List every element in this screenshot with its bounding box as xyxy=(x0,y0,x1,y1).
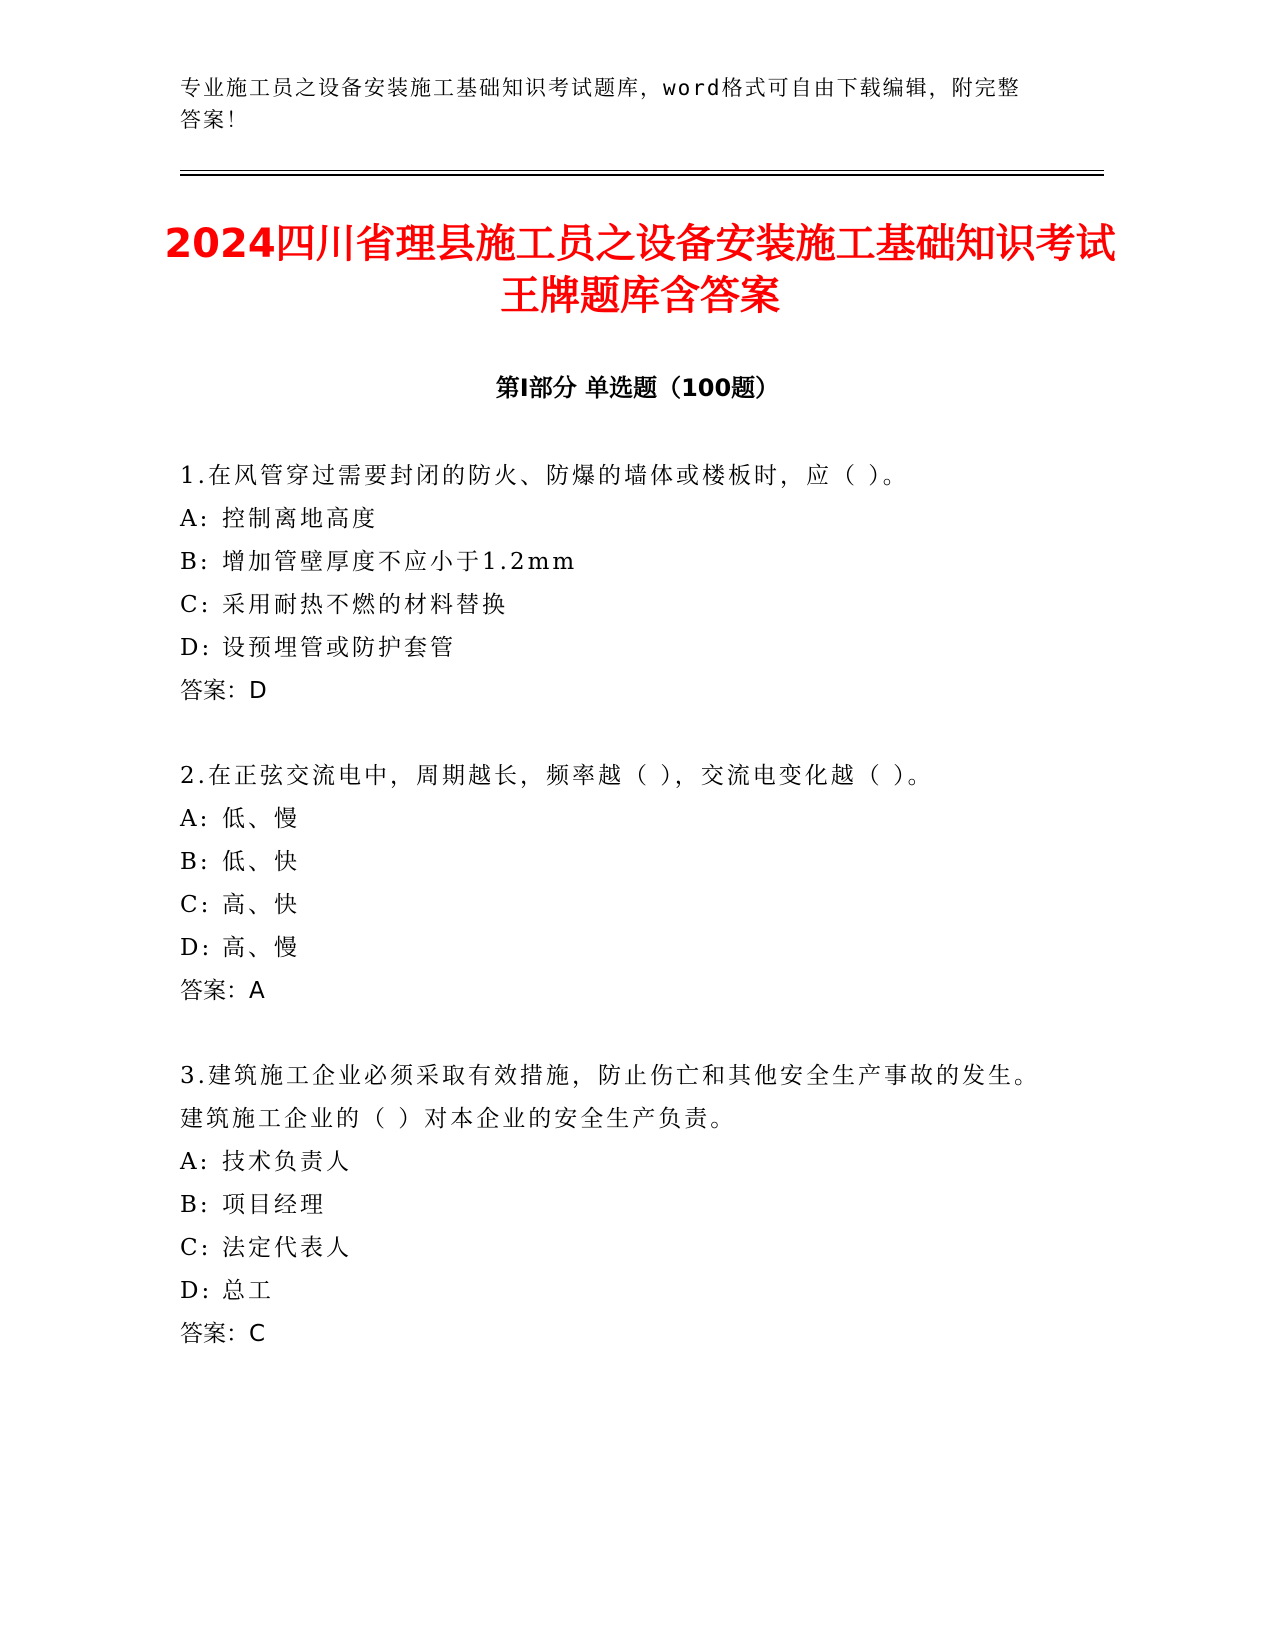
option-key: B: xyxy=(180,849,211,875)
option-text: 控制离地高度 xyxy=(222,506,378,532)
option-key: D: xyxy=(180,635,213,661)
question-3 xyxy=(180,1055,1040,1356)
question-text: 2.在正弦交流电中，周期越长，频率越（ ），交流电变化越（ ）。 xyxy=(180,763,934,789)
option-key: C: xyxy=(180,592,212,618)
answer-line: 答案：D xyxy=(180,678,267,704)
question-text: 3.建筑施工企业必须采取有效措施，防止伤亡和其他安全生产事故的发生。建筑施工企业的（ ）对本企业的安全生产负责。 xyxy=(180,1063,1040,1132)
option-c xyxy=(180,884,1040,927)
option-text: 高、慢 xyxy=(222,935,300,961)
document-title: 2024四川省理县施工员之设备安装施工基础知识考试王牌题库含答案 xyxy=(164,221,1116,319)
option-key: B: xyxy=(180,549,211,575)
option-b xyxy=(180,1184,1040,1227)
option-text: 采用耐热不燃的材料替换 xyxy=(222,592,508,618)
option-text: 设预埋管或防护套管 xyxy=(222,635,456,661)
option-text: 低、慢 xyxy=(222,806,300,832)
option-c xyxy=(180,584,1040,627)
option-text: 法定代表人 xyxy=(222,1235,352,1261)
option-key: B: xyxy=(180,1192,211,1218)
question-2 xyxy=(180,755,1040,1013)
option-key: A: xyxy=(180,1149,211,1175)
option-b xyxy=(180,541,1040,584)
header-divider-thin xyxy=(180,170,1104,171)
option-key: C: xyxy=(180,1235,212,1261)
option-key: A: xyxy=(180,806,211,832)
option-a xyxy=(180,498,1040,541)
option-a xyxy=(180,798,1040,841)
option-c xyxy=(180,1227,1040,1270)
option-key: D: xyxy=(180,935,213,961)
option-a xyxy=(180,1141,1040,1184)
option-text: 技术负责人 xyxy=(222,1149,352,1175)
option-d xyxy=(180,627,1040,670)
option-text: 总工 xyxy=(222,1278,274,1304)
option-text: 增加管壁厚度不应小于1.2mm xyxy=(222,549,578,575)
option-key: D: xyxy=(180,1278,213,1304)
option-key: A: xyxy=(180,506,211,532)
intro-text: 专业施工员之设备安装施工基础知识考试题库，word格式可自由下载编辑，附完整答案！ xyxy=(180,76,1021,132)
section-heading: 第Ⅰ部分 单选题（100题） xyxy=(495,374,780,402)
header-divider-thick xyxy=(180,174,1104,176)
option-b xyxy=(180,841,1040,884)
option-text: 高、快 xyxy=(222,892,300,918)
question-list xyxy=(180,455,1040,1398)
answer-line: 答案：A xyxy=(180,978,265,1004)
option-key: C: xyxy=(180,892,212,918)
answer-line: 答案：C xyxy=(180,1321,266,1347)
option-d xyxy=(180,1270,1040,1313)
option-text: 低、快 xyxy=(222,849,300,875)
question-text: 1.在风管穿过需要封闭的防火、防爆的墙体或楼板时，应（ ）。 xyxy=(180,463,909,489)
option-text: 项目经理 xyxy=(222,1192,326,1218)
question-1 xyxy=(180,455,1040,713)
option-d xyxy=(180,927,1040,970)
